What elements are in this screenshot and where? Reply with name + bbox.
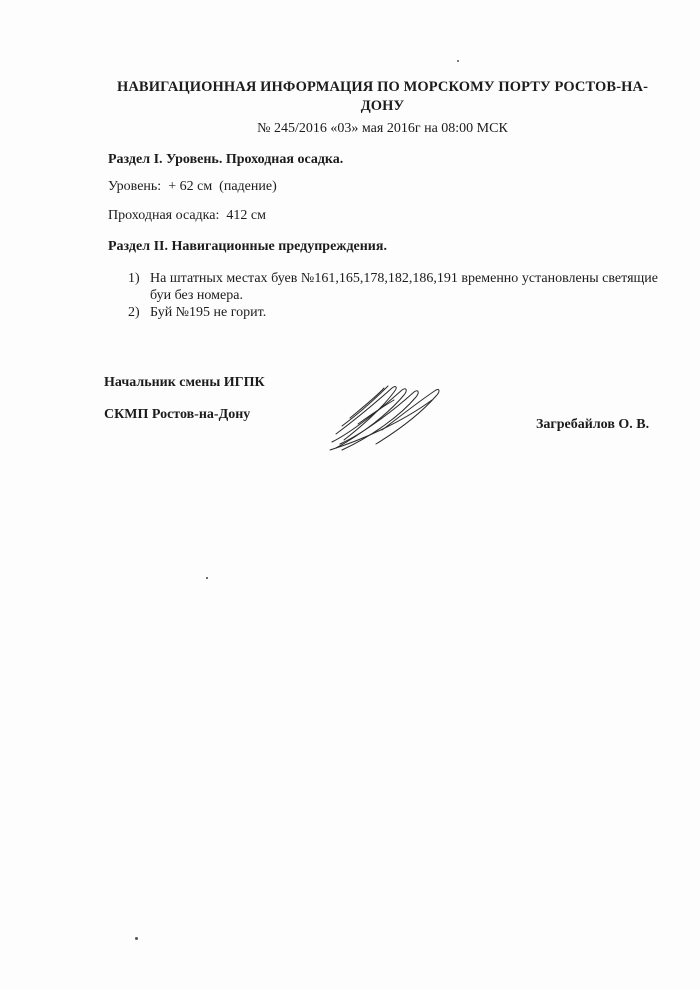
list-item-number: 2): [128, 305, 140, 320]
scan-speck: [135, 937, 138, 940]
section2-heading: Раздел II. Навигационные предупреждения.: [108, 239, 387, 254]
signer-name: Загребайлов О. В.: [536, 417, 650, 432]
level-value: + 62 см: [168, 179, 213, 194]
level-note: (падение): [219, 179, 277, 194]
level-line: [108, 178, 277, 196]
warnings-list: [128, 271, 658, 323]
list-item: [128, 305, 658, 322]
document-title: НАВИГАЦИОННАЯ ИНФОРМАЦИЯ ПО МОРСКОМУ ПОРТУ РОСТОВ-НА-ДОНУ: [116, 79, 649, 114]
level-label: Уровень:: [108, 179, 162, 194]
list-item-number: 1): [128, 271, 140, 286]
document-subtitle: № 245/2016 «03» мая 2016г на 08:00 МСК: [257, 121, 508, 136]
list-item-text: Буй №195 не горит.: [150, 305, 267, 320]
draft-label: Проходная осадка:: [108, 208, 220, 223]
signer-organization: СКМП Ростов-на-Дону: [104, 407, 251, 422]
list-item-text: На штатных местах буев №161,165,178,182,186,191 временно установлены светящие буи без номера.: [150, 271, 658, 303]
scan-speck: [206, 577, 208, 579]
scan-speck: [457, 60, 459, 62]
draft-value: 412 см: [226, 208, 266, 223]
section1-heading: Раздел I. Уровень. Проходная осадка.: [108, 152, 344, 167]
list-item: [128, 271, 658, 304]
signer-position: Начальник смены ИГПК: [104, 375, 265, 390]
draft-line: [108, 207, 266, 225]
handwritten-signature: [322, 378, 452, 456]
